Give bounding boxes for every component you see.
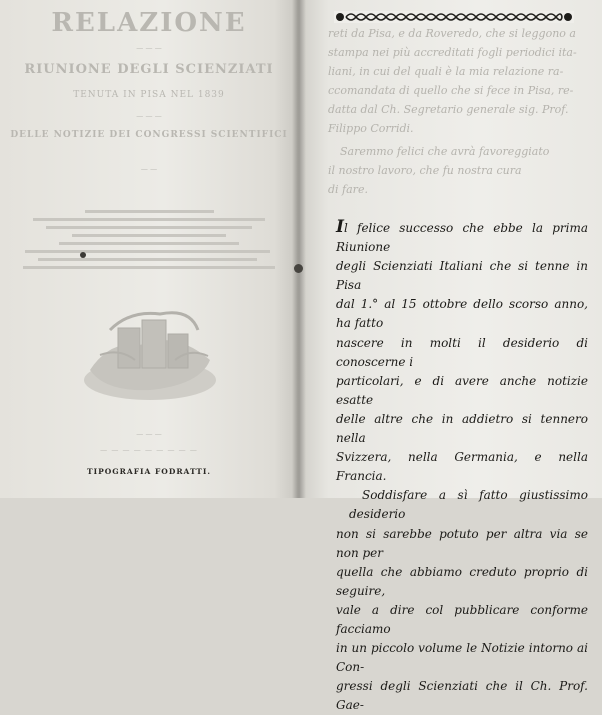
paragraph-line: gressi degli Scienziati che il Ch. Prof. Gae- [336, 679, 588, 713]
paragraph-line: quella che abbiamo creduto proprio di seguire, [336, 564, 588, 598]
bleed-line: di fare. [328, 183, 368, 196]
left-ghost-small-4: — — — [136, 430, 162, 438]
bleed-line: Saremmo felici che avrà favoreggiato [340, 145, 550, 158]
paragraph-line: particolari, e di avere anche notizie esatte [336, 373, 588, 407]
body-text [336, 218, 588, 715]
paragraph-line: vale a dire col pubblicare conforme facciamo [336, 602, 588, 636]
book-pile-vignette [80, 300, 220, 405]
left-page [0, 0, 298, 498]
left-ghost-block [20, 205, 278, 274]
bleed-line: Filippo Corridi. [328, 122, 414, 135]
paragraph-line: non si sarebbe potuto per altra via se non per [336, 526, 588, 560]
printer-imprint: TIPOGRAFIA FODRATTI. [86, 467, 211, 476]
book-gutter [292, 0, 306, 498]
bleed-line: il nostro lavoro, che fu nostra cura [328, 164, 522, 177]
left-title-ghost: RELAZIONE [51, 8, 247, 38]
paragraph-2 [336, 486, 588, 715]
drop-cap: I [336, 217, 344, 237]
ink-spot [80, 252, 86, 258]
left-ghost-line3: DELLE NOTIZIE DEI CONGRESSI SCIENTIFICI [10, 130, 288, 140]
left-ghost-line2: TENUTA IN PISA NEL 1839 [73, 90, 225, 100]
paragraph-line: Soddisfare a sì fatto giustissimo desiderio [349, 488, 588, 522]
bleed-line: reti da Pisa, e da Roveredo, che si leggono a [328, 27, 576, 40]
bleed-line: liani, in cui del quali è la mia relazione ra- [328, 65, 564, 78]
paragraph-line: Il felice successo che ebbe la prima Riunione [336, 217, 588, 255]
left-ghost-line1: RIUNIONE DEGLI SCIENZIATI [24, 62, 274, 77]
paragraph-1 [336, 218, 588, 486]
paragraph-line: delle altre che in addietro si tennero nella [336, 411, 588, 446]
paragraph-line: dal 1.° al 15 ottobre dello scorso anno, ha fatto [336, 297, 588, 331]
left-ghost-small-5: — — — — — — — — — [100, 446, 198, 454]
left-ghost-small-3: — — [140, 165, 158, 173]
right-page [298, 0, 602, 713]
bleed-line: ccomandata di quello che si fece in Pisa, re- [328, 84, 574, 97]
bleed-line: datta dal Ch. Segretario generale sig. Prof. [328, 103, 569, 116]
paragraph-line: Svizzera, nella Germania, e nella Francia. [336, 450, 588, 484]
left-ghost-small-1: — — — [136, 44, 162, 52]
paragraph-line: nascere in molti il desiderio di conoscerne i [336, 335, 588, 369]
bleed-line: stampa nei più accreditati fogli periodici ita- [328, 46, 577, 59]
paragraph-line: degli Scienziati Italiani che si tenne in Pisa [336, 259, 588, 293]
left-ghost-small-2: — — — [136, 112, 162, 120]
paragraph-line: in un piccolo volume le Notizie intorno ai Con- [336, 641, 588, 675]
